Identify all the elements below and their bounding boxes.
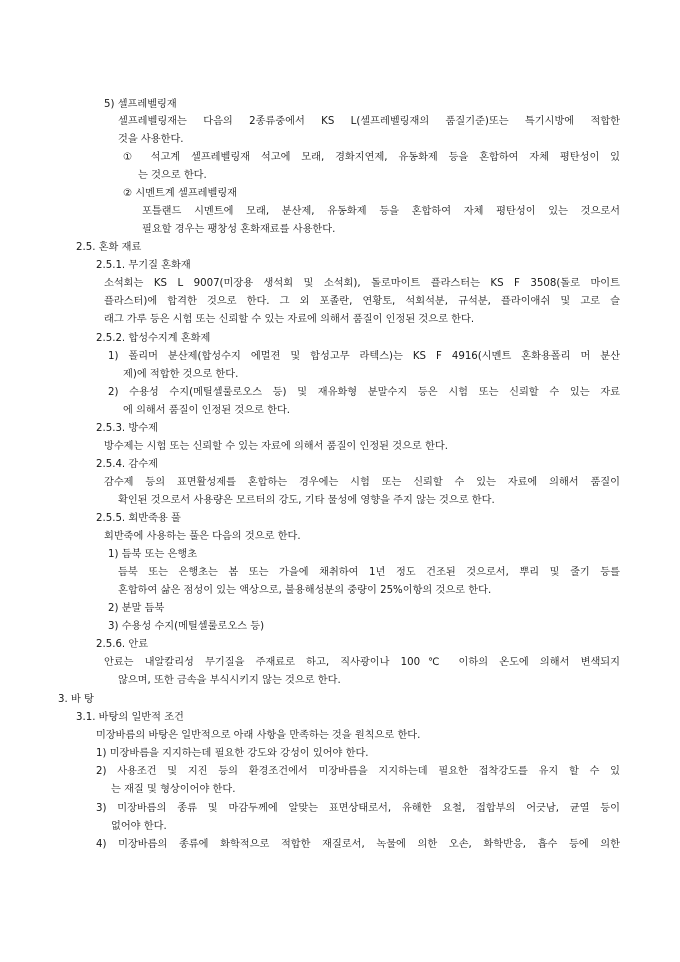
list-item-continuation: 없어야 한다. xyxy=(111,821,167,832)
paragraph-line: 미장바름의 바탕은 일반적으로 아래 사항을 만족하는 것을 원칙으로 한다. xyxy=(96,730,421,741)
section-heading: 5) 셀프레벨링재 xyxy=(104,99,177,110)
list-item-continuation: 는 재질 및 형상이어야 한다. xyxy=(111,784,236,795)
list-item: ② 시멘트계 셀프레벨링재 xyxy=(123,188,238,199)
list-item-continuation: 는 것으로 한다. xyxy=(138,170,207,181)
list-item: 1) 듬북 또는 은행초 xyxy=(108,549,198,560)
paragraph-line: 안료는 내알칼리성 무기질을 주재료로 하고, 직사광이나 100℃ 이하의 온도에 의해서 변색되지 xyxy=(104,657,620,668)
list-item: 4) 미장바름의 종류에 화학적으로 적합한 재질로서, 녹물에 의한 오손, 화학반응, 흡수 등에 의한 xyxy=(96,839,620,850)
paragraph-line: 플라스터)에 합격한 것으로 한다. 그 외 포졸란, 연황토, 석회석분, 규석분, 플라이애쉬 및 고로 슬 xyxy=(104,296,620,307)
paragraph-line: 감수제 등의 표면활성제를 혼합하는 경우에는 시험 또는 신뢰할 수 있는 자료에 의해서 품질이 xyxy=(104,477,620,488)
paragraph-line: 확인된 것으로서 사용량은 모르터의 강도, 기타 물성에 영향을 주지 않는 것으로 한다. xyxy=(118,495,495,506)
list-item: 1) 폴리머 분산제(합성수지 에멀젼 및 합성고무 라텍스)는 KS F 4916(시멘트 혼화용폴리 머 분산 xyxy=(108,351,620,362)
section-heading: 2.5. 혼화 재료 xyxy=(76,242,142,253)
list-item-continuation: 에 의해서 품질이 인정된 것으로 한다. xyxy=(123,405,291,416)
list-item: 2) 수용성 수지(메틸셀룰로오스 등) 및 재유화형 분말수지 등은 시험 또는 신뢰할 수 있는 자료 xyxy=(108,387,620,398)
paragraph-line: 듬북 또는 은행초는 봄 또는 가을에 채취하여 1년 정도 건조된 것으로서, 뿌리 및 줄기 등를 xyxy=(118,567,620,578)
chapter-heading: 3. 바 탕 xyxy=(58,694,94,705)
section-heading: 3.1. 바탕의 일반적 조건 xyxy=(76,712,184,723)
list-item: 3) 수용성 수지(메틸셀룰로오스 등) xyxy=(108,621,265,632)
paragraph-line: 래그 가루 등은 시험 또는 신뢰할 수 있는 자료에 의해서 품질이 인정된 것으로 한다. xyxy=(104,314,475,325)
paragraph-line: 혼합하여 삶은 점성이 있는 액상으로, 불용해성분의 중량이 25%이항의 것으로 한다. xyxy=(118,585,492,596)
paragraph-line: 소석회는 KS L 9007(미장용 생석회 및 소석회), 돌로마이트 플라스터는 KS F 3508(돌로 마이트 xyxy=(104,278,620,289)
list-item: 2) 분말 듬북 xyxy=(108,603,165,614)
subsection-heading: 2.5.5. 회반죽용 풀 xyxy=(96,513,181,524)
list-item-continuation: 제)에 적합한 것으로 한다. xyxy=(123,369,239,380)
paragraph-line: 셀프레벨링재는 다음의 2종류중에서 KS L(셀프레벨링재의 품질기준)또는 특기시방에 적합한 xyxy=(118,116,620,127)
paragraph-line: 방수제는 시험 또는 신뢰할 수 있는 자료에 의해서 품질이 인정된 것으로 한다. xyxy=(104,441,448,452)
list-item: 3) 미장바름의 종류 및 마감두께에 알맞는 표면상태로서, 유해한 요철, 접합부의 어긋남, 균열 등이 xyxy=(96,803,620,814)
subsection-heading: 2.5.3. 방수제 xyxy=(96,423,158,434)
paragraph-line: 필요할 경우는 팽창성 혼화재료를 사용한다. xyxy=(142,224,336,235)
paragraph-line: 것을 사용한다. xyxy=(118,134,184,145)
list-item: ① 석고계 셀프레벨링재 석고에 모래, 경화지연제, 유동화제 등을 혼합하여 자체 평탄성이 있 xyxy=(123,152,620,163)
subsection-heading: 2.5.6. 안료 xyxy=(96,639,149,650)
list-item: 2) 사용조건 및 지진 등의 환경조건에서 미장바름을 지지하는데 필요한 접착강도를 유지 할 수 있 xyxy=(96,766,620,777)
subsection-heading: 2.5.4. 감수제 xyxy=(96,459,158,470)
paragraph-line: 않으며, 또한 금속을 부식시키지 않는 것으로 한다. xyxy=(118,675,341,686)
paragraph-line: 포틀랜드 시멘트에 모래, 분산제, 유동화제 등을 혼합하여 자체 평탄성이 있는 것으로서 xyxy=(142,206,620,217)
paragraph-line: 회반죽에 사용하는 풀은 다음의 것으로 한다. xyxy=(104,531,301,542)
list-item: 1) 미장바름을 지지하는데 필요한 강도와 강성이 있어야 한다. xyxy=(96,748,369,759)
subsection-heading: 2.5.1. 무기질 혼화재 xyxy=(96,260,191,271)
subsection-heading: 2.5.2. 합성수지계 혼화제 xyxy=(96,333,211,344)
